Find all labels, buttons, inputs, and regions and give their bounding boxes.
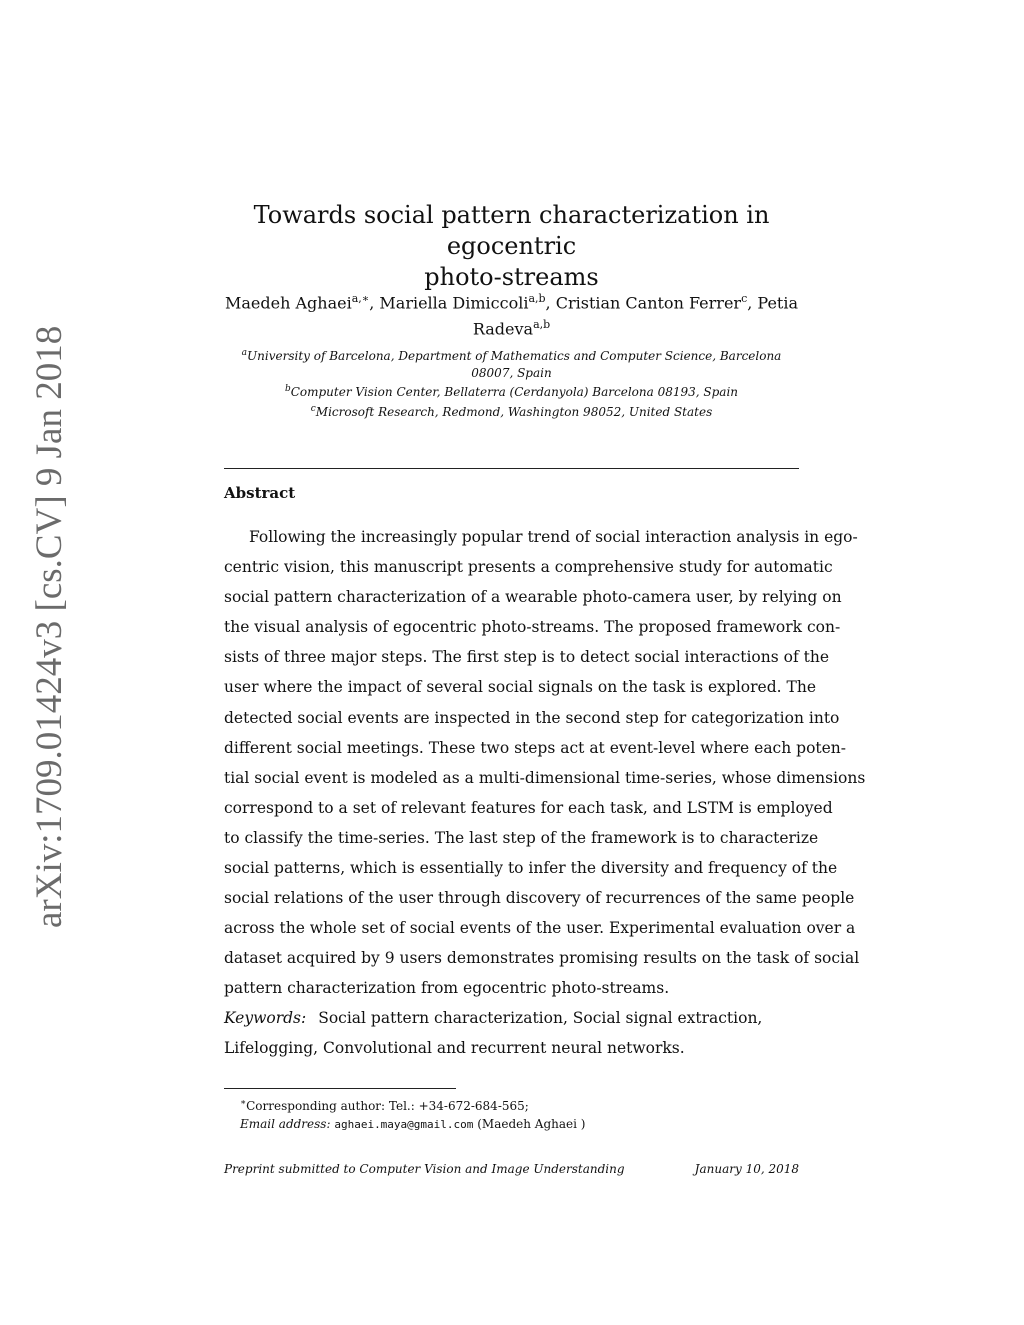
abstract-line: detected social events are inspected in the second step for categorization into — [224, 708, 840, 727]
abstract-line: across the whole set of social events of the user. Experimental evaluation over a — [224, 919, 856, 938]
author-list — [224, 288, 799, 341]
paper-title-line-1: Towards social pattern characterization in egocentric — [253, 201, 770, 260]
email-owner: (Maedeh Aghaei ) — [477, 1117, 586, 1131]
author-line-1: Maedeh Aghaei$^{a,∗}$, Mariella Dimiccoli$^{a,b}$, Cristian Canton Ferrer$^c$, Petia — [224, 292, 799, 313]
abstract-line: social patterns, which is essentially to infer the diversity and frequency of the — [224, 859, 838, 878]
footnote-corresponding-text: Corresponding author: Tel.: +34-672-684-565; — [246, 1099, 529, 1113]
affiliation-mark: b — [284, 384, 291, 394]
affiliation-b — [224, 381, 799, 401]
keywords-line-2: Lifelogging, Convolutional and recurrent neural networks. — [224, 1039, 685, 1057]
email-label: Email address: — [240, 1117, 331, 1131]
abstract-line: correspond to a set of relevant features for each task, and LSTM is employed — [224, 798, 833, 817]
keywords-section — [224, 1003, 799, 1063]
author-line-2 — [224, 314, 799, 340]
footnote-email — [240, 1115, 800, 1134]
affiliation-b-text: Computer Vision Center, Bellaterra (Cerdanyola) Barcelona 08193, Spain — [290, 385, 739, 399]
footnote-rule — [224, 1088, 456, 1089]
affiliation-list — [224, 345, 799, 420]
affiliation-a-line-2: 08007, Spain — [471, 365, 552, 380]
abstract-line: centric vision, this manuscript presents a comprehensive study for automatic — [224, 558, 833, 577]
abstract-line: social relations of the user through discovery of recurrences of the same people — [224, 889, 855, 908]
paper-title-line-2: photo-streams — [424, 263, 599, 291]
author-affiliation-mark: a,∗ — [351, 292, 370, 305]
preprint-journal: Preprint submitted to Computer Vision and Image Understanding — [224, 1162, 625, 1176]
abstract-line: sists of three major steps. The first step is to detect social interactions of the — [224, 648, 829, 667]
arxiv-identifier-stamp: arXiv:1709.01424v3 [cs.CV] 9 Jan 2018 — [29, 325, 70, 928]
abstract-line: different social meetings. These two steps act at event-level where each poten- — [224, 738, 847, 757]
affiliation-c — [224, 401, 799, 421]
abstract-line: the visual analysis of egocentric photo-streams. The proposed framework con- — [224, 618, 841, 637]
email-address-link[interactable]: aghaei.maya@gmail.com — [334, 1118, 474, 1131]
abstract-top-rule — [224, 468, 799, 469]
abstract-line: Following the increasingly popular trend of social interaction analysis in ego- — [249, 528, 858, 546]
affiliation-a-line-1 — [224, 345, 799, 365]
footnote — [240, 1094, 800, 1134]
affiliation-mark: c — [310, 403, 316, 414]
footnote-mark: ∗ — [240, 1098, 247, 1108]
abstract-line: tial social event is modeled as a multi-dimensional time-series, whose dimensions — [224, 768, 866, 787]
abstract-line: to classify the time-series. The last step of the framework is to characterize — [224, 828, 819, 847]
abstract-line: dataset acquired by 9 users demonstrates promising results on the task of social — [224, 949, 860, 968]
author-affiliation-mark: a,b — [533, 318, 551, 332]
author-name-part: Radeva — [472, 319, 534, 339]
abstract-line: user where the impact of several social signals on the task is explored. The — [224, 678, 816, 697]
author-affiliation-mark: a,b — [528, 292, 546, 305]
paper-title — [224, 200, 799, 293]
author-name: Cristian Canton Ferrer — [555, 293, 742, 313]
preprint-footer — [224, 1162, 799, 1176]
footnote-corresponding — [240, 1094, 800, 1115]
affiliation-a-text: University of Barcelona, Department of Mathematics and Computer Science, Barcelona — [247, 349, 782, 363]
keywords-label: Keywords: — [224, 1009, 307, 1027]
author-affiliation-mark: c — [741, 292, 748, 305]
abstract-line: pattern characterization from egocentric photo-streams. — [224, 979, 670, 998]
affiliation-mark: a — [241, 348, 248, 358]
abstract-body — [224, 522, 866, 1004]
keywords-text: Social pattern characterization, Social signal extraction, — [318, 1009, 763, 1027]
keywords-line-1 — [224, 1003, 799, 1033]
preprint-date: January 10, 2018 — [694, 1162, 799, 1176]
affiliation-c-text: Microsoft Research, Redmond, Washington 98052, United States — [315, 404, 713, 419]
abstract-heading: Abstract — [224, 484, 296, 502]
author-name: Mariella Dimiccoli — [379, 293, 529, 313]
author-name-part: Petia — [757, 293, 799, 313]
author-name: Maedeh Aghaei — [224, 293, 352, 313]
abstract-line: social pattern characterization of a wearable photo-camera user, by relying on — [224, 588, 842, 607]
